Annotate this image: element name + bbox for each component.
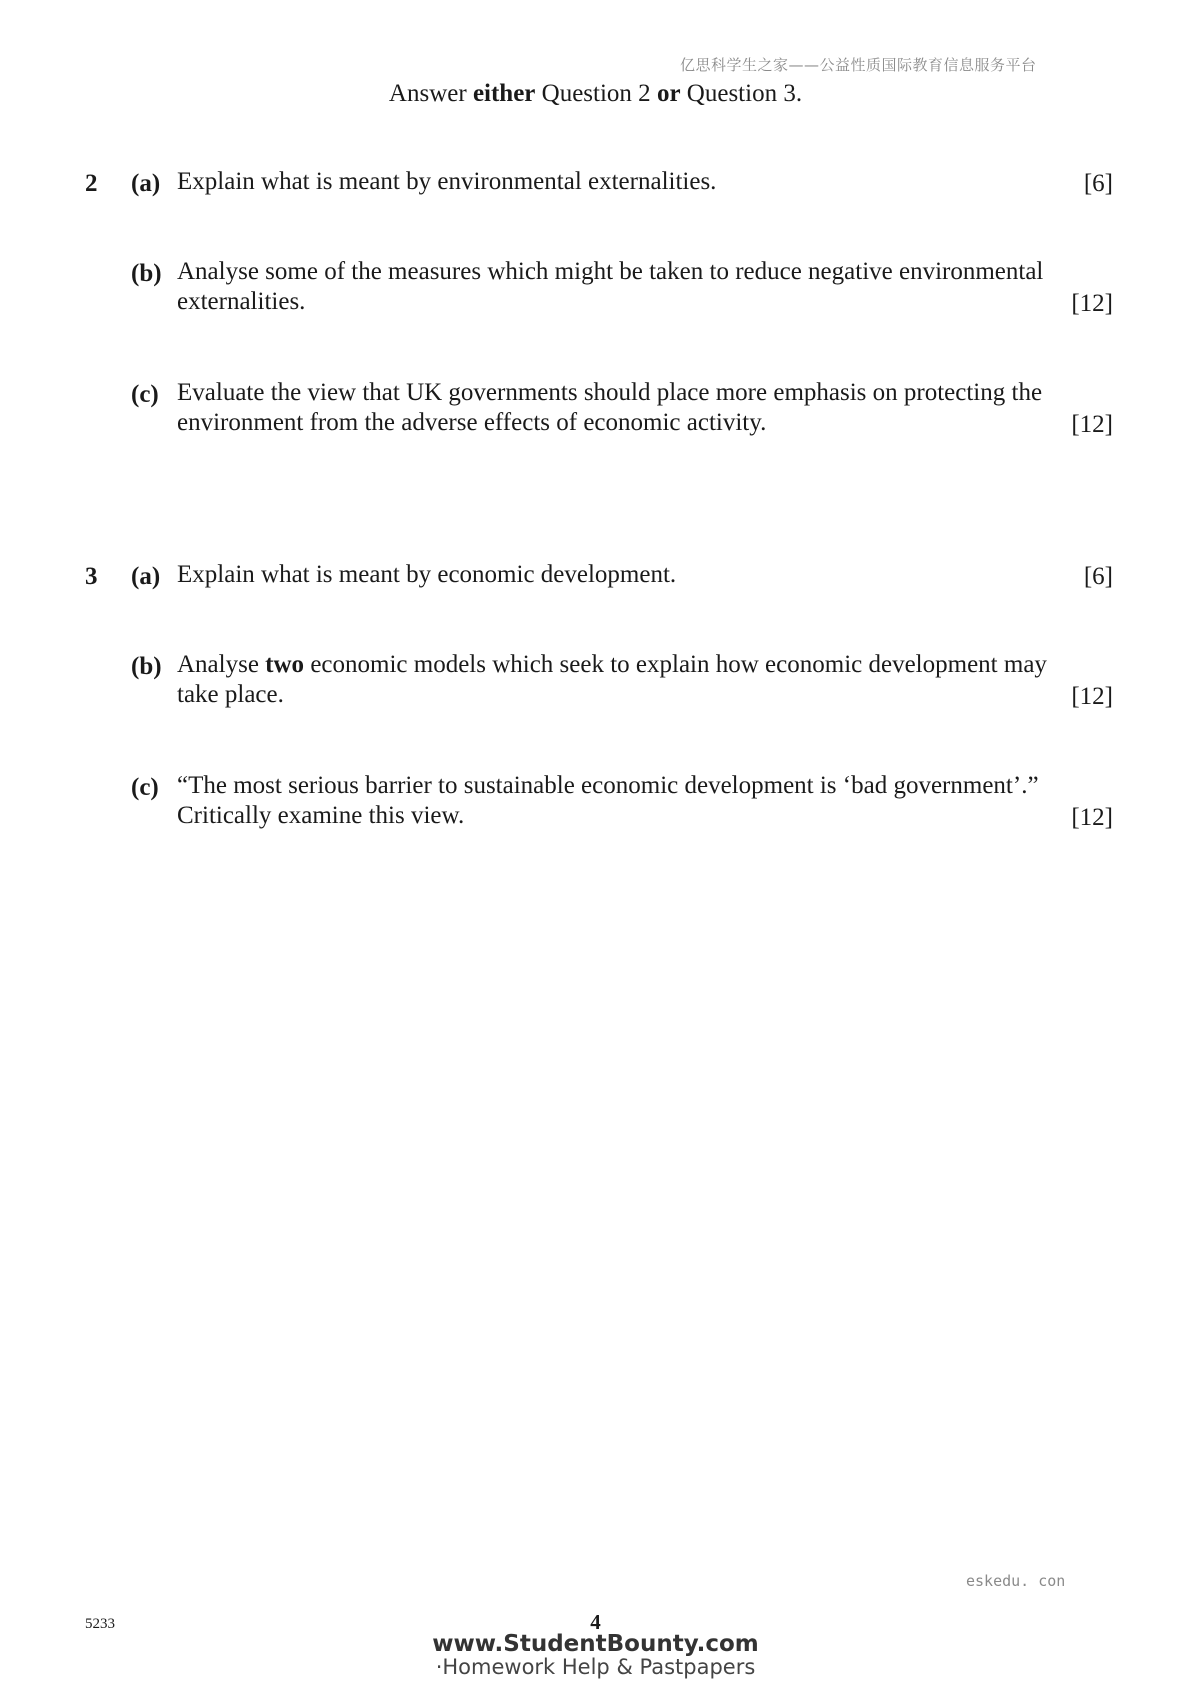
instruction-either: either bbox=[472, 80, 536, 107]
instruction-or: or bbox=[656, 80, 681, 107]
marks: [6] bbox=[1083, 170, 1113, 197]
part-text bbox=[177, 167, 1057, 197]
part-line bbox=[177, 650, 1097, 680]
part-line: take place. bbox=[177, 681, 284, 708]
instruction-pre: Answer bbox=[388, 80, 473, 107]
instruction bbox=[0, 80, 1191, 108]
part-label: (c) bbox=[131, 381, 159, 408]
marks: [12] bbox=[1071, 411, 1113, 438]
paper-code: 5233 bbox=[85, 1616, 115, 1632]
instruction-post: Question 3. bbox=[680, 80, 803, 107]
part-label: (c) bbox=[131, 774, 159, 801]
part-text bbox=[177, 560, 1057, 590]
part-line-post: economic models which seek to explain how economic development may bbox=[304, 651, 1047, 678]
page-number: 4 bbox=[590, 1610, 601, 1634]
part-line: Evaluate the view that UK governments should place more emphasis on protecting the bbox=[177, 379, 1043, 406]
part-label: (b) bbox=[131, 653, 162, 680]
marks: [12] bbox=[1071, 804, 1113, 831]
part-text bbox=[177, 771, 1097, 831]
part-line: Explain what is meant by environmental externalities. bbox=[177, 168, 717, 195]
part-text bbox=[177, 378, 1097, 438]
studentbounty-url: www.StudentBounty.com bbox=[432, 1631, 759, 1657]
part-label: (b) bbox=[131, 260, 162, 287]
part-label: (a) bbox=[131, 170, 161, 197]
part-line: environment from the adverse effects of economic activity. bbox=[177, 409, 767, 436]
marks: [12] bbox=[1071, 290, 1113, 317]
part-line: Explain what is meant by economic development. bbox=[177, 561, 677, 588]
watermark-top: 亿思科学生之家——公益性质国际教育信息服务平台 bbox=[680, 56, 1037, 74]
part-line: Analyse some of the measures which might be taken to reduce negative environmental bbox=[177, 258, 1044, 285]
part-label: (a) bbox=[131, 563, 161, 590]
part-line: Critically examine this view. bbox=[177, 802, 465, 829]
marks: [6] bbox=[1083, 563, 1113, 590]
part-text bbox=[177, 650, 1097, 710]
part-line: “The most serious barrier to sustainable economic development is ‘bad government’.” bbox=[177, 772, 1039, 799]
marks: [12] bbox=[1071, 683, 1113, 710]
instruction-mid: Question 2 bbox=[535, 80, 657, 107]
studentbounty-tagline: ·Homework Help & Pastpapers bbox=[435, 1655, 756, 1679]
part-line-pre: Analyse bbox=[177, 651, 266, 678]
part-line: externalities. bbox=[177, 288, 306, 315]
part-line-bold: two bbox=[265, 651, 305, 678]
part-text bbox=[177, 257, 1097, 317]
question-number: 2 bbox=[85, 170, 98, 197]
watermark-bottom: eskedu. con bbox=[966, 1572, 1066, 1590]
question-number: 3 bbox=[85, 563, 98, 590]
